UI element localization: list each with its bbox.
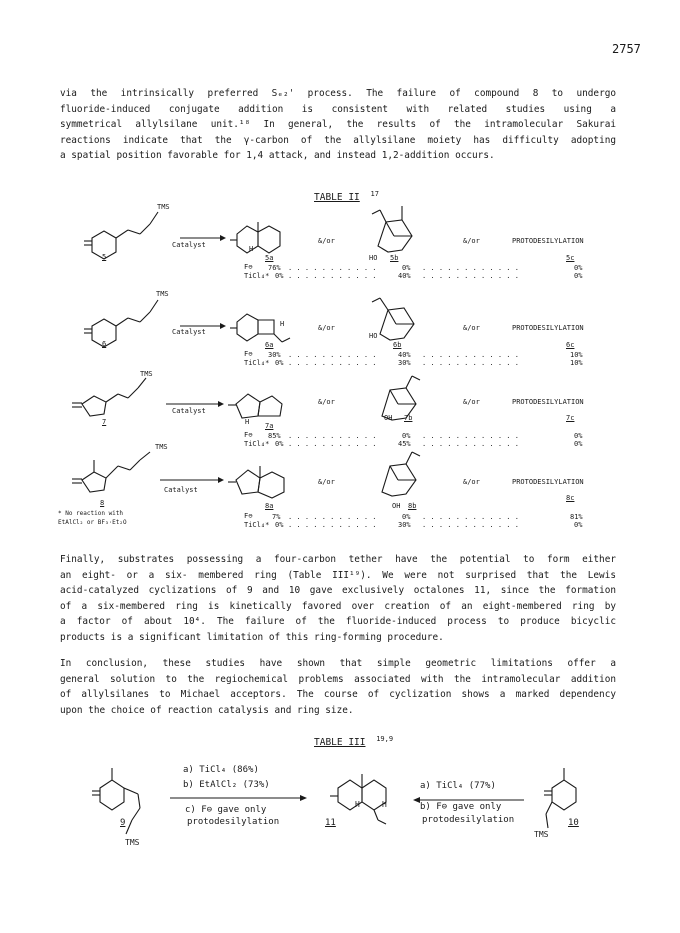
yield-value: 0%: [402, 264, 411, 272]
yield-value: 85%: [268, 432, 281, 440]
tms-label: TMS: [157, 203, 170, 211]
product-label: 7b: [404, 414, 413, 422]
yield-value: 0%: [574, 432, 583, 440]
product-label: 8b: [408, 502, 417, 510]
compound-10-label: 10: [568, 818, 579, 828]
text-line: reactions indicate that the γ-carbon of the allylsilane moiety has difficulty adopting: [60, 134, 616, 146]
andor-label: &/or: [463, 237, 480, 245]
tms-label: TMS: [125, 838, 140, 847]
text-line: a factor of about 10⁴. The failure of the fluoride-induced process to produce bicyclic: [60, 616, 616, 628]
h-label: H: [382, 800, 387, 809]
fluoride-label: F⊖: [244, 263, 253, 271]
text-line: Finally, substrates possessing a four-carbon tether have the potential to form either: [60, 554, 616, 565]
dot-leader: . . . . . . . . . . .: [288, 272, 377, 280]
andor-label: &/or: [318, 324, 335, 332]
text-line: of allylsilanes to Michael acceptors. The course of cyclization shows a marked dependency: [60, 689, 616, 701]
text-line: fluoride-induced conjugate addition is consistent with related studies using a: [60, 103, 616, 115]
dot-leader: . . . . . . . . . . .: [288, 351, 377, 359]
footnote-catalysts: EtAlCl₂ or BF₃·Et₂O: [58, 519, 127, 526]
product-label: 5a: [265, 254, 274, 262]
text-line: upon the choice of reaction catalysis and ring size.: [60, 704, 354, 716]
yield-value: 81%: [570, 513, 583, 521]
compound-label: 6: [102, 340, 107, 348]
product-label: 8a: [265, 502, 274, 510]
product-label: 7a: [265, 422, 274, 430]
product-label: 6c: [566, 341, 575, 349]
andor-label: &/or: [318, 237, 335, 245]
compound-9-label: 9: [120, 818, 126, 828]
fluoride-label: F⊖: [244, 350, 253, 358]
reaction-scheme-table-iii: [60, 750, 620, 860]
hydroxy-label: OH: [392, 502, 401, 510]
andor-label: &/or: [463, 398, 480, 406]
text-line: general solution to the regiochemical problems associated with the intramolecular addition: [60, 673, 616, 685]
dot-leader: . . . . . . . . . . . .: [422, 521, 519, 529]
reaction-scheme-5: [50, 200, 630, 270]
reaction-scheme-8: [50, 440, 630, 510]
text-line: an eight- or a six- membered ring (Table III¹⁹). We were not surprised that the Lewis: [60, 569, 616, 581]
text-line: via the intrinsically preferred Sₑ₂' process. The failure of compound 8 to undergo: [60, 88, 616, 99]
dot-leader: . . . . . . . . . . . .: [422, 432, 519, 440]
table-iii-reference: 19,9: [376, 735, 394, 743]
dot-leader: . . . . . . . . . . .: [288, 521, 377, 529]
left-condition-c-detail: protodesilylation: [187, 817, 280, 827]
hydroxy-label: OH: [384, 414, 393, 422]
ticl4-label: TiCl₄*: [244, 440, 270, 448]
dot-leader: . . . . . . . . . . . .: [422, 440, 519, 448]
right-condition-b-detail: protodesilylation: [422, 815, 515, 825]
yield-value: 76%: [268, 264, 281, 272]
yield-value: 0%: [574, 272, 583, 280]
catalyst-label: Catalyst: [172, 241, 206, 249]
yield-value: 10%: [570, 359, 583, 367]
ticl4-label: TiCl₄*: [244, 359, 270, 367]
hydroxy-label: HO: [369, 254, 378, 262]
reaction-scheme-6: [50, 288, 630, 358]
text-line: In conclusion, these studies have shown that simple geometric limitations offer a: [60, 658, 616, 669]
table-ii-reference: 17: [370, 190, 379, 198]
table-ii-title: TABLE II: [314, 192, 360, 204]
yield-value: 0%: [275, 440, 284, 448]
footnote-no-reaction: * No reaction with: [58, 510, 124, 517]
page-number: 2757: [612, 42, 641, 56]
paragraph-four-carbon-tether: [60, 552, 616, 646]
ticl4-label: TiCl₄*: [244, 521, 270, 529]
dot-leader: . . . . . . . . . . . .: [422, 272, 519, 280]
paragraph-sakurai-results: [60, 86, 616, 164]
tms-label: TMS: [156, 290, 169, 298]
text-line: products is a significant limitation of this ring-forming procedure.: [60, 631, 444, 643]
catalyst-label: Catalyst: [172, 328, 206, 336]
andor-label: &/or: [318, 398, 335, 406]
protodesilylation-label: PROTODESILYLATION: [512, 478, 584, 486]
dot-leader: . . . . . . . . . . . .: [422, 513, 519, 521]
right-condition-b: b) F⊖ gave only: [420, 802, 502, 812]
dot-leader: . . . . . . . . . . . .: [422, 351, 519, 359]
yield-value: 30%: [398, 359, 411, 367]
right-condition-a: a) TiCl₄ (77%): [420, 781, 496, 791]
yield-value: 0%: [402, 432, 411, 440]
dot-leader: . . . . . . . . . . .: [288, 432, 377, 440]
product-label: 5b: [390, 254, 399, 262]
catalyst-label: Catalyst: [164, 486, 198, 494]
compound-label: 7: [102, 418, 107, 426]
protodesilylation-label: PROTODESILYLATION: [512, 324, 584, 332]
yield-value: 0%: [275, 272, 284, 280]
text-line: a spatial position favorable for 1,4 attack, and instead 1,2-addition occurs.: [60, 150, 495, 162]
yield-value: 0%: [402, 513, 411, 521]
paragraph-conclusion: [60, 656, 616, 718]
h-label: H: [249, 245, 254, 253]
tms-label: TMS: [140, 370, 153, 378]
compound-label: 5: [102, 253, 107, 261]
andor-label: &/or: [318, 478, 335, 486]
andor-label: &/or: [463, 478, 480, 486]
yield-value: 0%: [275, 521, 284, 529]
yield-value: 0%: [574, 440, 583, 448]
left-condition-b: b) EtAlCl₂ (73%): [183, 780, 270, 790]
catalyst-label: Catalyst: [172, 407, 206, 415]
yield-value: 40%: [398, 272, 411, 280]
compound-11-label: 11: [325, 818, 336, 828]
yield-value: 0%: [574, 264, 583, 272]
fluoride-label: F⊖: [244, 512, 253, 520]
yield-value: 45%: [398, 440, 411, 448]
text-line: symmetrical allylsilane unit.¹⁸ In general, the results of the intramolecular Sakurai: [60, 119, 616, 131]
yield-value: 10%: [570, 351, 583, 359]
h-label: H: [355, 800, 360, 809]
yield-value: 0%: [574, 521, 583, 529]
fluoride-label: F⊖: [244, 431, 253, 439]
dot-leader: . . . . . . . . . . . .: [422, 264, 519, 272]
dot-leader: . . . . . . . . . . .: [288, 513, 377, 521]
h-label: H: [245, 418, 250, 426]
product-label: 8c: [566, 494, 575, 502]
yield-value: 0%: [275, 359, 284, 367]
compound-label: 8: [100, 499, 105, 507]
dot-leader: . . . . . . . . . . .: [288, 264, 377, 272]
ticl4-label: TiCl₄*: [244, 272, 270, 280]
yield-value: 30%: [268, 351, 281, 359]
table-iii-title: TABLE III: [314, 737, 366, 749]
protodesilylation-label: PROTODESILYLATION: [512, 237, 584, 245]
dot-leader: . . . . . . . . . . .: [288, 440, 377, 448]
left-condition-c: c) F⊖ gave only: [185, 805, 267, 815]
tms-label: TMS: [534, 830, 549, 839]
protodesilylation-label: PROTODESILYLATION: [512, 398, 584, 406]
dot-leader: . . . . . . . . . . . .: [422, 359, 519, 367]
product-label: 7c: [566, 414, 575, 422]
text-line: of a six-membered ring is kinetically favored over creation of an eight-membered ring by: [60, 600, 616, 612]
tms-label: TMS: [155, 443, 168, 451]
dot-leader: . . . . . . . . . . .: [288, 359, 377, 367]
hydroxy-label: HO: [369, 332, 378, 340]
yield-value: 30%: [398, 521, 411, 529]
andor-label: &/or: [463, 324, 480, 332]
product-label: 5c: [566, 254, 575, 262]
yield-value: 40%: [398, 351, 411, 359]
yield-value: 7%: [272, 513, 281, 521]
text-line: acid-catalyzed cyclizations of 9 and 10 gave exclusively octalones 11, since the formation: [60, 585, 616, 597]
h-label: H: [280, 320, 285, 328]
left-condition-a: a) TiCl₄ (86%): [183, 765, 259, 775]
table-iii-caption: [314, 735, 393, 748]
product-label: 6a: [265, 341, 274, 349]
product-label: 6b: [393, 341, 402, 349]
